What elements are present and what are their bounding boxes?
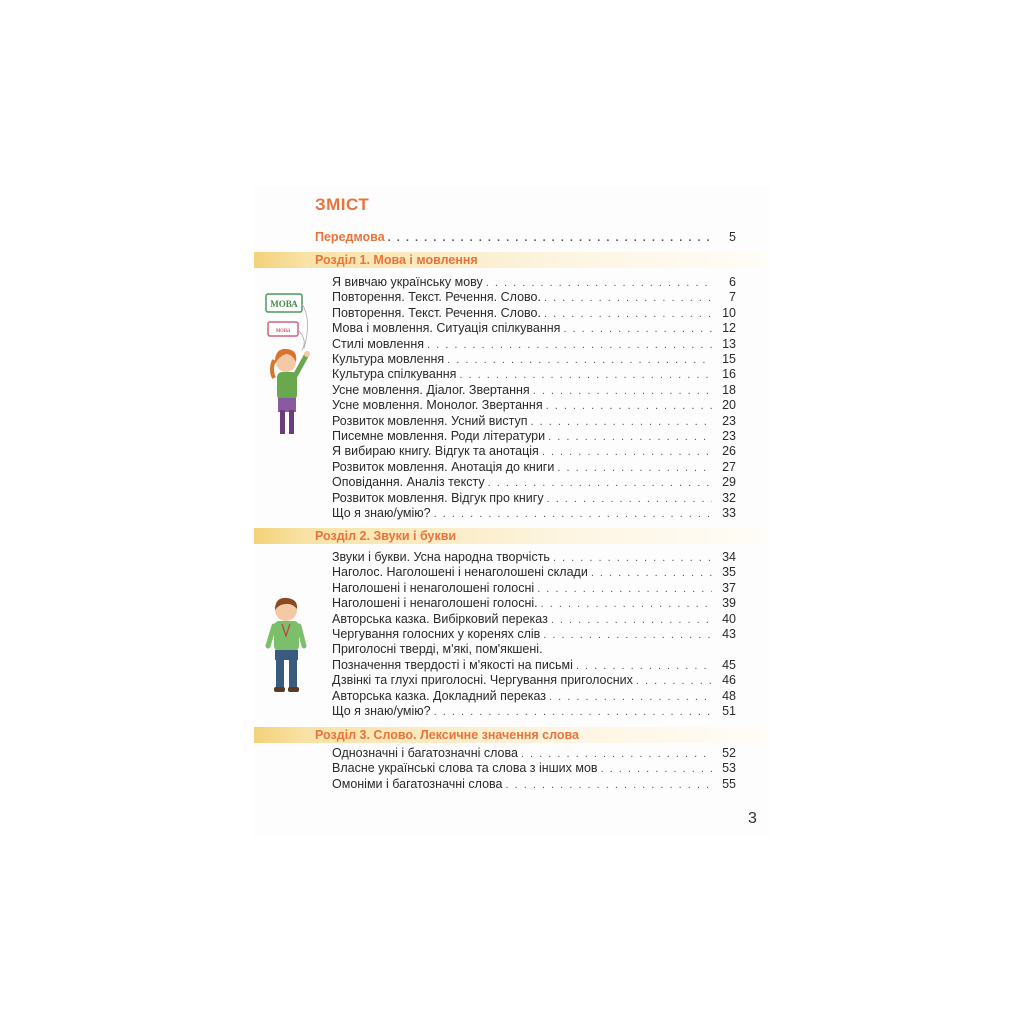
- page-title: ЗМІСТ: [315, 195, 370, 214]
- dot-leader: [551, 614, 712, 627]
- toc-entry: [332, 275, 736, 290]
- toc-entry-label: Культура спілкування: [332, 367, 457, 382]
- toc-entry-page: 13: [722, 336, 736, 351]
- toc-entry-page: 52: [722, 746, 736, 760]
- dot-leader: [636, 675, 712, 688]
- toc-entry-label: Повторення. Текст. Речення. Слово.: [332, 290, 541, 305]
- toc-entry-page: 43: [722, 627, 736, 641]
- dot-leader: [563, 323, 712, 336]
- toc-entry-label: Розвиток мовлення. Анотація до книги: [332, 459, 555, 474]
- toc-entry-page: 33: [722, 506, 736, 520]
- toc-entry-page: 5: [729, 230, 736, 244]
- toc-entry-page: 46: [722, 673, 736, 688]
- toc-entry-label: Я вибираю книгу. Відгук та анотація: [332, 444, 539, 459]
- page-number: 3: [748, 810, 757, 827]
- dot-leader: [542, 446, 712, 459]
- toc-entry: [332, 581, 736, 596]
- toc-entry: [332, 746, 736, 761]
- toc-entry: [332, 612, 736, 627]
- dot-leader: [591, 567, 712, 580]
- toc-entry-label: Наголошені і ненаголошені голосні.: [332, 596, 538, 611]
- toc-entry-page: 34: [722, 550, 736, 564]
- toc-entry-label: Що я знаю/умію?: [332, 704, 431, 718]
- toc-entry-page: 23: [722, 413, 736, 428]
- dot-leader: [427, 339, 712, 352]
- toc-entry-page: 55: [722, 776, 736, 791]
- toc-entry: [332, 704, 736, 719]
- sign-big-text: МОВА: [270, 299, 298, 309]
- toc-entry-page: 48: [722, 688, 736, 703]
- dot-leader: [537, 583, 712, 596]
- toc-entry-page: 6: [729, 275, 736, 289]
- toc-entry-page: 40: [722, 611, 736, 626]
- dot-leader: [459, 369, 712, 382]
- toc-entry-label: Що я знаю/умію?: [332, 506, 431, 520]
- toc-entry-label: Омоніми і багатозначні слова: [332, 776, 503, 791]
- toc-entry: [332, 460, 736, 475]
- dot-leader: [488, 477, 712, 490]
- toc-entry: [332, 383, 736, 398]
- toc-entry: [332, 673, 736, 688]
- toc-entry: [332, 321, 736, 336]
- dot-leader: [388, 232, 712, 245]
- dot-leader: [543, 629, 712, 642]
- toc-entry: [332, 777, 736, 792]
- toc-entry-page: 35: [722, 565, 736, 580]
- toc-entry-label: Однозначні і багатозначні слова: [332, 746, 518, 760]
- toc-entry-label: Наголос. Наголошені і ненаголошені склади: [332, 565, 588, 580]
- toc-entry: [332, 444, 736, 459]
- toc-entry-label: Власне українські слова та слова з інших мов: [332, 761, 598, 776]
- toc-entry-intro: [315, 230, 736, 245]
- toc-entry: [332, 337, 736, 352]
- dot-leader: [533, 385, 712, 398]
- dot-leader: [544, 292, 712, 305]
- toc-entry-label: Розвиток мовлення. Усний виступ: [332, 413, 528, 428]
- section-1-title: Розділ 1. Мова і мовлення: [315, 253, 478, 267]
- toc-entry: [332, 398, 736, 413]
- toc-entry-label: Писемне мовлення. Роди літератури: [332, 429, 546, 443]
- dot-leader: [576, 660, 712, 673]
- section-3-title: Розділ 3. Слово. Лексичне значення слова: [315, 728, 579, 742]
- sign-small-text: мова: [275, 326, 291, 334]
- toc-entry-label: Звуки і букви. Усна народна творчість: [332, 550, 550, 564]
- toc-entry-page: 23: [722, 429, 736, 443]
- toc-entry-page: 53: [722, 761, 736, 776]
- toc-entry: [332, 550, 736, 565]
- toc-entry-page: 45: [722, 657, 736, 672]
- toc-entry-label: Авторська казка. Докладний переказ: [332, 688, 547, 703]
- toc-entry-page: 7: [729, 290, 736, 305]
- toc-entry-label: Чергування голосних у коренях слів: [332, 627, 541, 641]
- toc-entry: [332, 642, 736, 657]
- toc-entry-page: 51: [722, 704, 736, 718]
- toc-entry-page: 15: [722, 352, 736, 366]
- toc-entry-page: 37: [722, 580, 736, 595]
- dot-leader: [557, 462, 712, 475]
- dot-leader: [486, 277, 712, 290]
- toc-entry: [332, 290, 736, 305]
- dot-leader: [447, 354, 712, 367]
- toc-entry: [332, 565, 736, 580]
- toc-entry-label: Авторська казка. Вибірковий переказ: [332, 611, 548, 626]
- girl-with-signs-illustration: [262, 290, 322, 440]
- toc-entry-page: 16: [722, 367, 736, 382]
- dot-leader: [531, 416, 712, 429]
- toc-entry-label: Передмова: [315, 230, 385, 244]
- boy-illustration: [262, 596, 312, 696]
- dot-leader: [544, 308, 712, 321]
- dot-leader: [521, 748, 712, 761]
- dot-leader: [546, 400, 712, 413]
- toc-entry-label: Усне мовлення. Діалог. Звертання: [332, 382, 530, 397]
- toc-entry-label: Позначення твердості і м'якості на письмі: [332, 657, 573, 672]
- toc-entry: [332, 689, 736, 704]
- toc-entry: [332, 761, 736, 776]
- toc-entry-page: 26: [722, 444, 736, 459]
- toc-entry-label: Я вивчаю українську мову: [332, 275, 483, 289]
- toc-entry-label: Культура мовлення: [332, 352, 445, 366]
- toc-entry-page: 39: [722, 596, 736, 611]
- dot-leader: [553, 552, 712, 565]
- dot-leader: [506, 779, 713, 792]
- toc-entry-label: Усне мовлення. Монолог. Звертання: [332, 398, 543, 413]
- dot-leader: [547, 493, 712, 506]
- section-2-title: Розділ 2. Звуки і букви: [315, 529, 457, 543]
- toc-entry-page: 20: [722, 398, 736, 413]
- toc-entry-label: Приголосні тверді, м'які, пом'якшені.: [332, 642, 543, 657]
- toc-entry-label: Дзвінкі та глухі приголосні. Чергування приголосних: [332, 673, 633, 688]
- toc-entry-page: 12: [722, 321, 736, 336]
- toc-entry-label: Розвиток мовлення. Відгук про книгу: [332, 490, 544, 505]
- toc-entry-page: 27: [722, 459, 736, 474]
- dot-leader: [548, 431, 712, 444]
- dot-leader: [549, 691, 712, 704]
- toc-entry-page: 10: [722, 305, 736, 320]
- toc-entry-page: 29: [722, 475, 736, 490]
- toc-entry: [332, 352, 736, 367]
- toc-entry: [332, 414, 736, 429]
- toc-entry: [332, 475, 736, 490]
- toc-entry: [332, 367, 736, 382]
- toc-entry-page: 18: [722, 382, 736, 397]
- toc-entry: [332, 596, 736, 611]
- toc-entry: [332, 491, 736, 506]
- dot-leader: [434, 508, 712, 521]
- toc-entry-label: Мова і мовлення. Ситуація спілкування: [332, 321, 561, 336]
- toc-entry-label: Наголошені і ненаголошені голосні: [332, 580, 535, 595]
- toc-entry-label: Повторення. Текст. Речення. Слово.: [332, 305, 541, 320]
- toc-entry: [332, 429, 736, 444]
- toc-entry-label: Стилі мовлення: [332, 336, 424, 351]
- dot-leader: [601, 763, 712, 776]
- toc-entry: [332, 627, 736, 642]
- toc-entry: [332, 306, 736, 321]
- dot-leader: [434, 706, 712, 719]
- toc-entry-label: Оповідання. Аналіз тексту: [332, 475, 485, 490]
- dot-leader: [541, 598, 712, 611]
- toc-entry: [332, 506, 736, 521]
- toc-entry: [332, 658, 736, 673]
- toc-entry-page: 32: [722, 490, 736, 505]
